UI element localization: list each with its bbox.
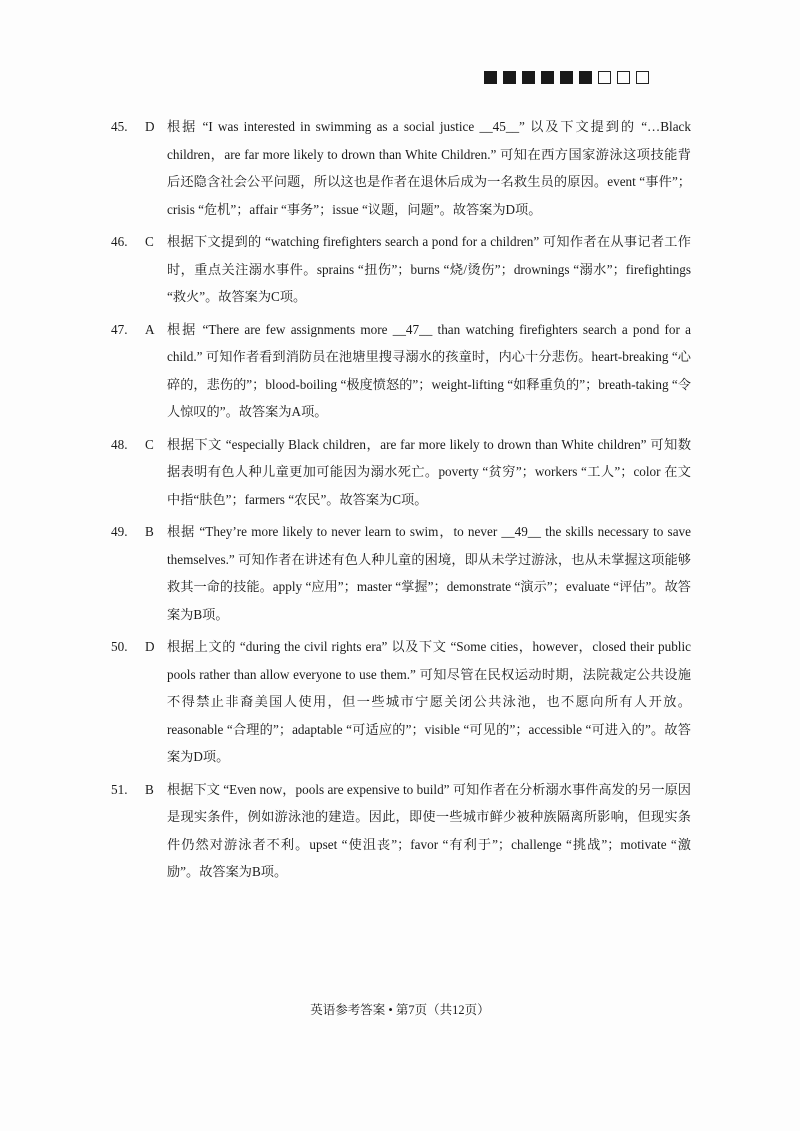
explanation-text: 根据 “They’re more likely to never learn to swim，to never __49__ the skills necessary to save themselves.” 可知作者在讲述有色人种儿童的困境，即从未学过游泳，也从未掌握这项能够救其一命的技能。apply “应用”；master “掌握”；demonstrate “演示”；evaluate “评估”。故答案为B项。 [167,524,691,622]
answer-item-48 [111,431,691,514]
progress-square-filled [503,71,516,84]
answer-letter: D [145,639,155,654]
answer-item-51 [111,776,691,886]
answer-item-47 [111,316,691,426]
answer-letter: B [145,524,154,539]
progress-square-filled [579,71,592,84]
answer-item-46 [111,228,691,311]
answer-letter: A [145,321,155,337]
question-number: 48. [111,436,128,452]
progress-square-filled [560,71,573,84]
question-number: 51. [111,781,128,797]
answer-item-50 [111,633,691,771]
progress-square-empty [598,71,611,84]
answer-letter: D [145,119,155,134]
progress-square-filled [484,71,497,84]
explanation-text: 根据上文的 “during the civil rights era” 以及下文 “Some cities，however，closed their public pools rather than allow everyone to use them.” 可知尽管在民权运动时期，法院裁定公共设施不得禁止非裔美国人使用，但一些城市宁愿关闭公共泳池，也不愿向所有人开放。reasonable “合理的”；adaptable “可适应的”；visible “可见的”；accessible “可进入的”。故答案为D项。 [167,639,691,764]
question-number: 46. [111,234,128,249]
question-number: 49. [111,524,128,539]
question-number: 47. [111,321,128,337]
explanation-text: 根据下文 “especially Black children，are far more likely to drown than White children” 可知数据表明有色人种儿童更加可能因为溺水死亡。poverty “贫穷”；workers “工人”；color 在文中指“肤色”；farmers “农民”。故答案为C项。 [167,436,691,507]
answer-letter: B [145,781,154,797]
page-footer: 英语参考答案 • 第7页（共12页） [310,1003,490,1017]
progress-square-filled [541,71,554,84]
explanation-text: 根据下文 “Even now，pools are expensive to build” 可知作者在分析溺水事件高发的另一原因是现实条件，例如游泳池的建造。因此，即使一些城市鲜少被种族隔离所影响，但现实条件仍然对游泳者不利。upset “使沮丧”；favor “有利于”；challenge “挑战”；motivate “激励”。故答案为B项。 [167,781,691,879]
progress-squares [484,71,649,84]
explanation-text: 根据下文提到的 “watching firefighters search a pond for a children” 可知作者在从事记者工作时，重点关注溺水事件。sprains “扭伤”；burns “烧/烫伤”；drownings “溺水”；firefightings “救火”。故答案为C项。 [167,234,691,304]
answer-letter: C [145,436,154,452]
explanation-text: 根据 “I was interested in swimming as a social justice __45__” 以及下文提到的 “…Black children，are far more likely to drown than White Children.” 可知在西方国家游泳这项技能背后还隐含社会公平问题，所以这也是作者在退休后成为一名救生员的原因。event “事件”；crisis “危机”；affair “事务”；issue “议题，问题”。故答案为D项。 [167,119,691,217]
answer-item-45 [111,113,691,223]
progress-square-empty [636,71,649,84]
question-number: 50. [111,639,128,654]
answer-explanations [111,113,691,891]
question-number: 45. [111,119,128,134]
answer-letter: C [145,234,154,249]
progress-square-filled [522,71,535,84]
answer-item-49 [111,518,691,628]
explanation-text: 根据 “There are few assignments more __47__ than watching firefighters search a pond for a child.” 可知作者看到消防员在池塘里搜寻溺水的孩童时，内心十分悲伤。heart-breaking “心碎的，悲伤的”；blood-boiling “极度愤怒的”；weight-lifting “如释重负的”；breath-taking “令人惊叹的”。故答案为A项。 [167,321,691,419]
progress-square-empty [617,71,630,84]
